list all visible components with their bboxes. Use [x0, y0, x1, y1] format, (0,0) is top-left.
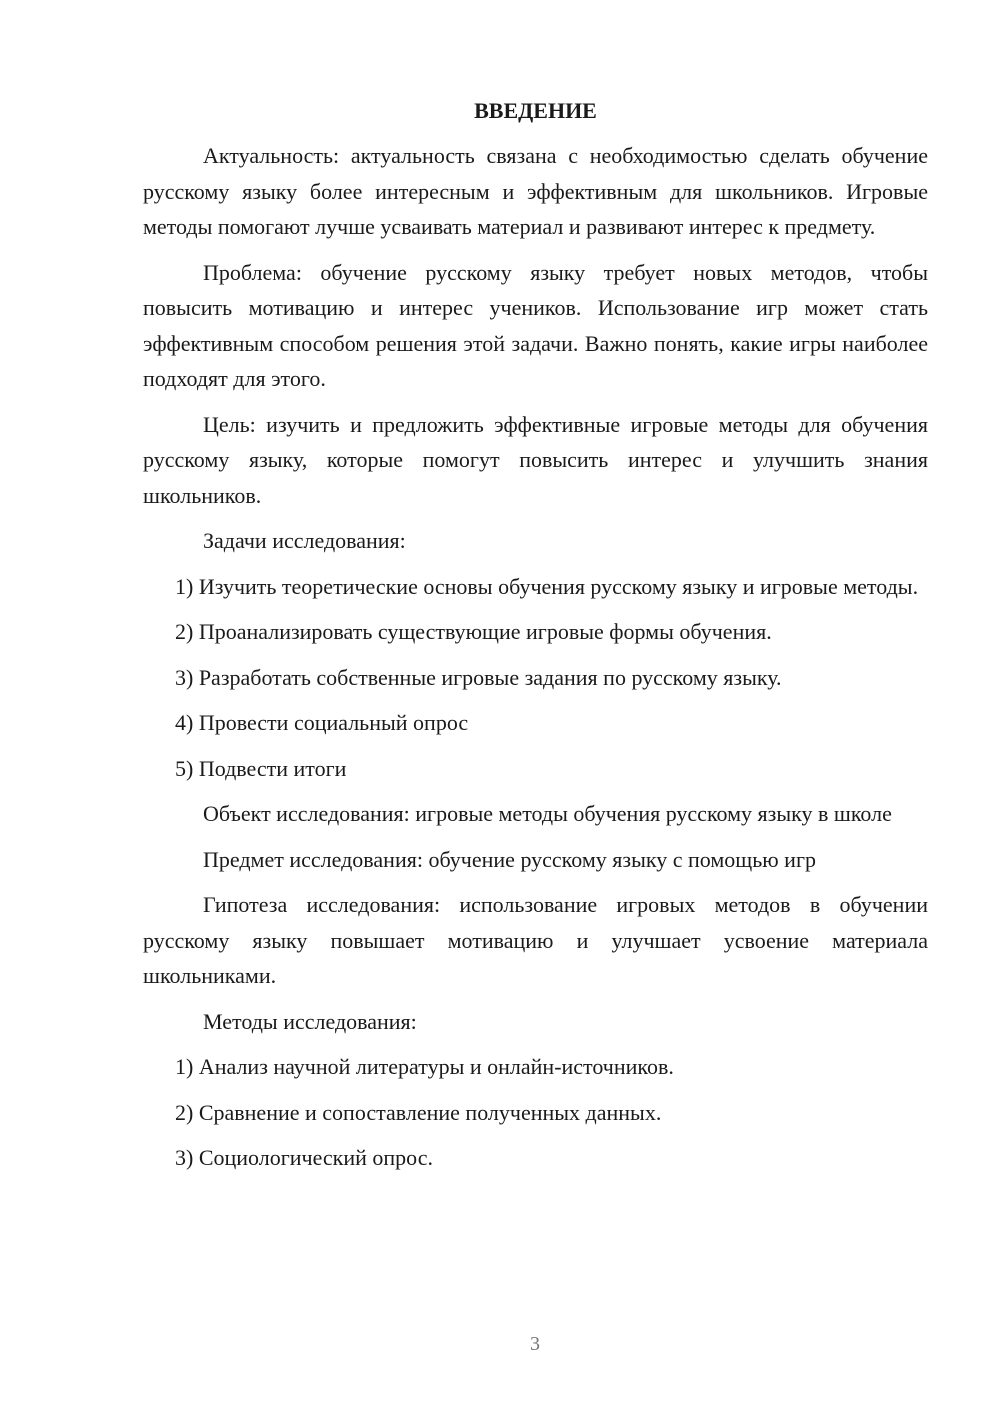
object-paragraph: Объект исследования: игровые методы обучения русскому языку в школе [203, 801, 892, 826]
tasks-heading: Задачи исследования: [203, 528, 406, 553]
goal-paragraph: Цель: изучить и предложить эффективные игровые методы для обучения русскому языку, которые помогут повысить интерес и улучшить знания школьников. [143, 411, 928, 508]
document-page [143, 96, 928, 1186]
task-item-4: 4) Провести социальный опрос [175, 710, 469, 735]
page-number: 3 [530, 1333, 540, 1355]
task-item-3: 3) Разработать собственные игровые задания по русскому языку. [175, 664, 782, 690]
page-title: ВВЕДЕНИЕ [474, 98, 597, 123]
method-item-2: 2) Сравнение и сопоставление полученных данных. [175, 1099, 662, 1125]
task-item-2: 2) Проанализировать существующие игровые формы обучения. [175, 619, 772, 644]
subject-paragraph: Предмет исследования: обучение русскому языку с помощью игр [203, 846, 816, 872]
methods-heading: Методы исследования: [203, 1008, 417, 1034]
task-item-5: 5) Подвести итоги [175, 755, 347, 781]
method-item-3: 3) Социологический опрос. [175, 1145, 433, 1170]
relevance-paragraph: Актуальность: актуальность связана с необходимостью сделать обучение русскому языку более интересным и эффективным для школьников. Игровые методы помогают лучше усваивать материал и развивают интерес к предмету. [143, 143, 928, 239]
problem-paragraph: Проблема: обучение русскому языку требует новых методов, чтобы повысить мотивацию и интерес учеников. Использование игр может стать эффективным способом решения этой задачи. Важно понять, какие игры наиболее подходят для этого. [143, 259, 928, 391]
hypothesis-paragraph: Гипотеза исследования: использование игровых методов в обучении русскому языку повышает мотивацию и улучшает усвоение материала школьниками. [143, 892, 928, 988]
task-item-1: 1) Изучить теоретические основы обучения русскому языку и игровые методы. [175, 573, 919, 599]
method-item-1: 1) Анализ научной литературы и онлайн-источников. [175, 1054, 674, 1079]
